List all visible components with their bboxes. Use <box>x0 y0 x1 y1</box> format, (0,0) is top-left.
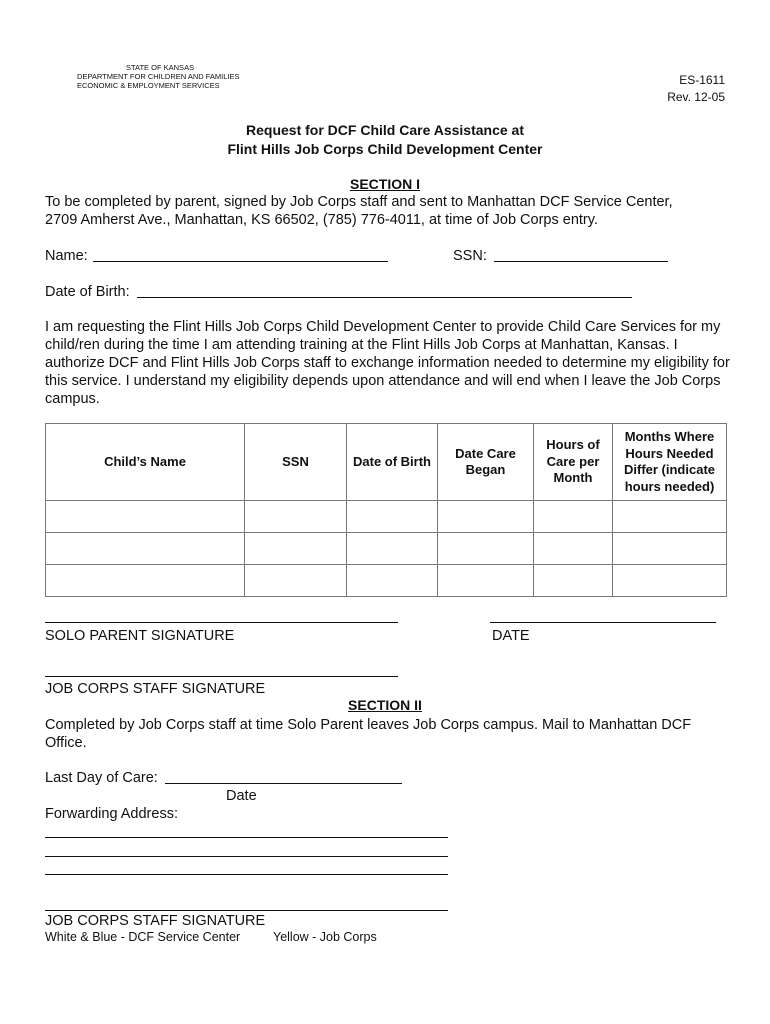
table-cell[interactable] <box>613 501 727 533</box>
table-cell[interactable] <box>347 533 438 565</box>
table-cell[interactable] <box>438 533 534 565</box>
ssn-field[interactable] <box>494 261 668 262</box>
section-1-instructions-line2: 2709 Amherst Ave., Manhattan, KS 66502, (785) 776-4011, at time of Job Corps entry. <box>45 212 598 228</box>
table-cell[interactable] <box>438 501 534 533</box>
footer-copy-job-corps: Yellow - Job Corps <box>273 930 377 944</box>
last-day-field[interactable] <box>165 783 402 784</box>
section-2-instructions: Completed by Job Corps staff at time Solo Parent leaves Job Corps campus. Mail to Manhattan DCF Office. <box>45 717 692 751</box>
form-revision: Rev. 12-05 <box>667 90 725 104</box>
column-header-child-name: Child’s Name <box>46 424 245 501</box>
column-header-hours-per-month: Hours of Care per Month <box>534 424 613 501</box>
staff-signature-label-2: JOB CORPS STAFF SIGNATURE <box>45 913 266 929</box>
footer-copy-dcf: White & Blue - DCF Service Center <box>45 930 241 944</box>
forwarding-address-label: Forwarding Address: <box>45 806 178 822</box>
ssn-label: SSN: <box>453 248 487 264</box>
last-day-label: Last Day of Care: <box>45 770 158 786</box>
table-row <box>46 565 727 597</box>
section-1-heading: SECTION I <box>349 176 420 192</box>
date-label: DATE <box>492 628 530 644</box>
table-cell[interactable] <box>245 565 347 597</box>
column-header-date-of-birth: Date of Birth <box>347 424 438 501</box>
column-header-date-care-began: Date Care Began <box>438 424 534 501</box>
staff-signature-label-1: JOB CORPS STAFF SIGNATURE <box>45 681 266 697</box>
table-cell[interactable] <box>534 533 613 565</box>
table-row <box>46 533 727 565</box>
section-1-instructions-line1: To be completed by parent, signed by Job Corps staff and sent to Manhattan DCF Service Center, <box>45 194 673 210</box>
table-cell[interactable] <box>613 565 727 597</box>
table-cell[interactable] <box>46 501 245 533</box>
staff-signature-field-2[interactable] <box>45 910 448 911</box>
staff-signature-field-1[interactable] <box>45 676 398 677</box>
agency-division: ECONOMIC & EMPLOYMENT SERVICES <box>77 81 220 90</box>
column-header-months-differ: Months Where Hours Needed Differ (indicate hours needed) <box>613 424 727 501</box>
agency-department: DEPARTMENT FOR CHILDREN AND FAMILIES <box>77 72 240 81</box>
form-title-line2: Flint Hills Job Corps Child Development Center <box>227 141 543 157</box>
table-cell[interactable] <box>534 501 613 533</box>
agency-state: STATE OF KANSAS <box>126 63 195 72</box>
children-table <box>45 423 727 597</box>
name-label: Name: <box>45 248 88 264</box>
table-cell[interactable] <box>438 565 534 597</box>
forwarding-address-line-2[interactable] <box>45 856 448 857</box>
forwarding-address-line-1[interactable] <box>45 837 448 838</box>
form-number: ES-1611 <box>679 73 725 87</box>
table-cell[interactable] <box>245 501 347 533</box>
parent-signature-label: SOLO PARENT SIGNATURE <box>45 628 235 644</box>
column-header-ssn: SSN <box>245 424 347 501</box>
authorization-statement: I am requesting the Flint Hills Job Corps Child Development Center to provide Child Care Services for my child/ren during the time I am attending training at the Flint Hills Job Corps at Manhattan, Kansas. I authorize DCF and Flint Hills Job Corps staff to exchange information needed to determine my eligibility for this service. I understand my eligibility depends upon attendance and will end when I leave the Job Corps campus. <box>45 319 730 407</box>
table-cell[interactable] <box>613 533 727 565</box>
table-cell[interactable] <box>46 533 245 565</box>
table-row <box>46 501 727 533</box>
forwarding-address-line-3[interactable] <box>45 874 448 875</box>
parent-signature-field[interactable] <box>45 622 398 623</box>
name-field[interactable] <box>93 261 388 262</box>
last-day-date-sublabel: Date <box>226 788 257 804</box>
dob-field[interactable] <box>137 297 632 298</box>
table-cell[interactable] <box>46 565 245 597</box>
table-cell[interactable] <box>347 501 438 533</box>
form-title-line1: Request for DCF Child Care Assistance at <box>246 122 524 138</box>
table-cell[interactable] <box>245 533 347 565</box>
section-2-heading: SECTION II <box>348 697 422 713</box>
table-header-row <box>46 424 727 501</box>
table-cell[interactable] <box>347 565 438 597</box>
parent-signature-date-field[interactable] <box>490 622 716 623</box>
dob-label: Date of Birth: <box>45 284 130 300</box>
table-cell[interactable] <box>534 565 613 597</box>
